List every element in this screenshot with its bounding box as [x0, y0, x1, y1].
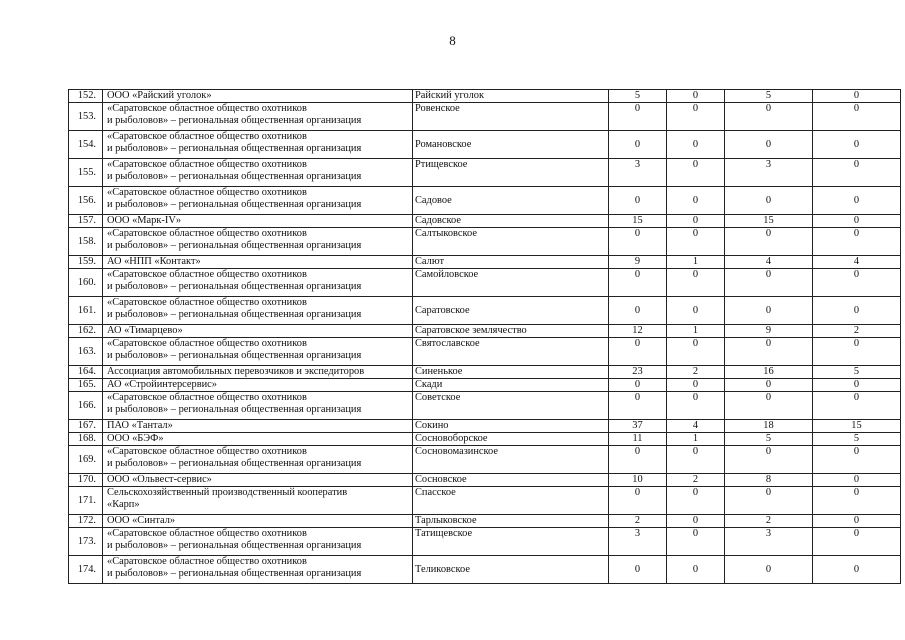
organization-cell — [103, 392, 413, 420]
quota-value-4: 2 — [813, 325, 901, 338]
quota-value-2: 0 — [667, 297, 725, 325]
quota-value-2: 1 — [667, 433, 725, 446]
organization-cell — [103, 215, 413, 228]
quota-value-2: 0 — [667, 556, 725, 584]
quota-value-2: 0 — [667, 338, 725, 366]
organization-name-line: ООО «Райский уголок» — [107, 90, 212, 101]
quota-value-1: 0 — [609, 131, 667, 159]
organization-cell — [103, 159, 413, 187]
page-number: 8 — [449, 33, 456, 48]
hunting-ground-name: Теликовское — [413, 556, 609, 584]
row-number: 170. — [69, 474, 103, 487]
table-row — [69, 515, 901, 528]
organization-name-line: и рыболовов» – региональная общественная организация — [107, 240, 362, 251]
quota-value-4: 0 — [813, 528, 901, 556]
organization-cell — [103, 474, 413, 487]
quota-value-3: 18 — [725, 420, 813, 433]
row-number: 167. — [69, 420, 103, 433]
table-row — [69, 297, 901, 325]
organization-name-line: «Саратовское областное общество охотников — [107, 131, 307, 142]
row-number: 160. — [69, 269, 103, 297]
table-row — [69, 215, 901, 228]
table-row — [69, 131, 901, 159]
quota-value-1: 12 — [609, 325, 667, 338]
quota-value-1: 0 — [609, 379, 667, 392]
organization-cell — [103, 420, 413, 433]
table-row — [69, 528, 901, 556]
hunting-ground-name: Сокино — [413, 420, 609, 433]
organization-name-line: «Саратовское областное общество охотников — [107, 446, 307, 457]
quota-value-1: 0 — [609, 556, 667, 584]
quota-value-2: 1 — [667, 325, 725, 338]
table-row — [69, 256, 901, 269]
table-row — [69, 379, 901, 392]
organization-name-line: «Саратовское областное общество охотников — [107, 269, 307, 280]
organization-cell — [103, 103, 413, 131]
organization-name-line: АО «НПП «Контакт» — [107, 256, 201, 267]
organization-name-line: ООО «Синтал» — [107, 515, 176, 526]
quota-value-3: 0 — [725, 228, 813, 256]
quota-value-3: 4 — [725, 256, 813, 269]
quota-value-3: 0 — [725, 131, 813, 159]
hunting-ground-name: Ртищевское — [413, 159, 609, 187]
quota-value-4: 0 — [813, 446, 901, 474]
quota-value-3: 15 — [725, 215, 813, 228]
table-row — [69, 487, 901, 515]
table-row — [69, 392, 901, 420]
organization-cell — [103, 228, 413, 256]
hunting-ground-name: Садовое — [413, 187, 609, 215]
quota-value-4: 0 — [813, 515, 901, 528]
hunting-ground-name: Тарлыковское — [413, 515, 609, 528]
row-number: 161. — [69, 297, 103, 325]
organization-name-line: Сельскохозяйственный производственный кооператив — [107, 487, 348, 498]
organization-name-line: «Саратовское областное общество охотников — [107, 556, 307, 567]
quota-value-2: 0 — [667, 446, 725, 474]
hunting-ground-name: Сосновоборское — [413, 433, 609, 446]
quota-value-1: 0 — [609, 446, 667, 474]
quota-value-1: 0 — [609, 338, 667, 366]
organization-name-line: «Саратовское областное общество охотников — [107, 297, 307, 308]
organization-name-line: и рыболовов» – региональная общественная организация — [107, 143, 362, 154]
row-number: 157. — [69, 215, 103, 228]
row-number: 173. — [69, 528, 103, 556]
quota-value-4: 0 — [813, 90, 901, 103]
quota-value-1: 3 — [609, 159, 667, 187]
quota-value-3: 3 — [725, 159, 813, 187]
quota-value-4: 0 — [813, 228, 901, 256]
table-row — [69, 433, 901, 446]
table-row — [69, 159, 901, 187]
organization-name-line: «Саратовское областное общество охотников — [107, 392, 307, 403]
quota-value-2: 1 — [667, 256, 725, 269]
organization-cell — [103, 366, 413, 379]
organization-name-line: «Карп» — [107, 499, 140, 510]
quota-value-1: 2 — [609, 515, 667, 528]
table-row — [69, 556, 901, 584]
row-number: 171. — [69, 487, 103, 515]
organization-cell — [103, 269, 413, 297]
quota-value-3: 2 — [725, 515, 813, 528]
quota-value-4: 0 — [813, 338, 901, 366]
quota-value-2: 0 — [667, 228, 725, 256]
quota-value-3: 0 — [725, 338, 813, 366]
hunting-ground-name: Самойловское — [413, 269, 609, 297]
quota-value-2: 0 — [667, 515, 725, 528]
quota-value-4: 0 — [813, 269, 901, 297]
table-row — [69, 228, 901, 256]
quota-value-2: 0 — [667, 269, 725, 297]
table-row — [69, 187, 901, 215]
quota-value-1: 0 — [609, 487, 667, 515]
quota-value-4: 0 — [813, 379, 901, 392]
hunting-ground-name: Саратовское — [413, 297, 609, 325]
organization-cell — [103, 131, 413, 159]
organization-cell — [103, 187, 413, 215]
quota-value-1: 9 — [609, 256, 667, 269]
organization-cell — [103, 90, 413, 103]
table-row — [69, 90, 901, 103]
organization-name-line: ПАО «Тантал» — [107, 420, 173, 431]
hunting-ground-name: Синенькое — [413, 366, 609, 379]
quota-value-3: 8 — [725, 474, 813, 487]
quota-value-3: 0 — [725, 187, 813, 215]
table-row — [69, 103, 901, 131]
hunting-ground-name: Райский уголок — [413, 90, 609, 103]
row-number: 158. — [69, 228, 103, 256]
quota-value-1: 10 — [609, 474, 667, 487]
row-number: 159. — [69, 256, 103, 269]
quota-value-1: 5 — [609, 90, 667, 103]
quota-value-1: 3 — [609, 528, 667, 556]
organization-name-line: АО «Стройинтерсервис» — [107, 379, 217, 390]
quota-value-2: 0 — [667, 528, 725, 556]
quota-value-3: 16 — [725, 366, 813, 379]
table-row — [69, 420, 901, 433]
quota-value-2: 0 — [667, 379, 725, 392]
organization-name-line: «Саратовское областное общество охотников — [107, 228, 307, 239]
quota-value-4: 15 — [813, 420, 901, 433]
row-number: 172. — [69, 515, 103, 528]
table-row — [69, 446, 901, 474]
quota-value-3: 0 — [725, 556, 813, 584]
organization-cell — [103, 446, 413, 474]
quota-value-1: 0 — [609, 228, 667, 256]
organization-name-line: и рыболовов» – региональная общественная организация — [107, 568, 362, 579]
quota-value-2: 2 — [667, 474, 725, 487]
quota-value-2: 0 — [667, 159, 725, 187]
row-number: 168. — [69, 433, 103, 446]
quota-value-3: 0 — [725, 379, 813, 392]
quota-value-1: 11 — [609, 433, 667, 446]
organization-name-line: и рыболовов» – региональная общественная организация — [107, 171, 362, 182]
organization-name-line: и рыболовов» – региональная общественная организация — [107, 115, 362, 126]
hunting-grounds-table — [68, 89, 901, 584]
organization-cell — [103, 528, 413, 556]
organization-cell — [103, 433, 413, 446]
hunting-ground-name: Сосновомазинское — [413, 446, 609, 474]
hunting-ground-name: Советское — [413, 392, 609, 420]
table-row — [69, 338, 901, 366]
hunting-ground-name: Ровенское — [413, 103, 609, 131]
quota-value-1: 0 — [609, 269, 667, 297]
hunting-ground-name: Сосновское — [413, 474, 609, 487]
organization-cell — [103, 256, 413, 269]
quota-value-1: 15 — [609, 215, 667, 228]
quota-value-2: 0 — [667, 103, 725, 131]
organization-name-line: и рыболовов» – региональная общественная организация — [107, 199, 362, 210]
organization-name-line: «Саратовское областное общество охотников — [107, 159, 307, 170]
organization-name-line: и рыболовов» – региональная общественная организация — [107, 309, 362, 320]
quota-value-3: 3 — [725, 528, 813, 556]
row-number: 164. — [69, 366, 103, 379]
quota-value-2: 0 — [667, 131, 725, 159]
quota-value-1: 0 — [609, 103, 667, 131]
quota-value-2: 0 — [667, 215, 725, 228]
quota-value-1: 0 — [609, 297, 667, 325]
organization-name-line: «Саратовское областное общество охотников — [107, 338, 307, 349]
table-row — [69, 269, 901, 297]
organization-cell — [103, 325, 413, 338]
quota-value-1: 0 — [609, 187, 667, 215]
organization-cell — [103, 487, 413, 515]
quota-value-3: 0 — [725, 392, 813, 420]
organization-cell — [103, 297, 413, 325]
table-row — [69, 366, 901, 379]
table-row — [69, 325, 901, 338]
quota-value-2: 0 — [667, 90, 725, 103]
quota-value-1: 23 — [609, 366, 667, 379]
organization-name-line: АО «Тимарцево» — [107, 325, 183, 336]
row-number: 152. — [69, 90, 103, 103]
organization-name-line: «Саратовское областное общество охотников — [107, 187, 307, 198]
quota-value-3: 0 — [725, 297, 813, 325]
quota-value-4: 0 — [813, 392, 901, 420]
quota-value-4: 5 — [813, 433, 901, 446]
quota-value-3: 5 — [725, 90, 813, 103]
hunting-ground-name: Садовское — [413, 215, 609, 228]
organization-name-line: и рыболовов» – региональная общественная организация — [107, 404, 362, 415]
organization-name-line: Ассоциация автомобильных перевозчиков и экспедиторов — [107, 366, 365, 377]
hunting-ground-name: Саратовское землячество — [413, 325, 609, 338]
row-number: 165. — [69, 379, 103, 392]
hunting-ground-name: Романовское — [413, 131, 609, 159]
hunting-ground-name: Татищевское — [413, 528, 609, 556]
hunting-ground-name: Салют — [413, 256, 609, 269]
quota-value-4: 0 — [813, 297, 901, 325]
organization-name-line: ООО «БЭФ» — [107, 433, 164, 444]
quota-value-4: 0 — [813, 103, 901, 131]
hunting-ground-name: Святославское — [413, 338, 609, 366]
quota-value-3: 0 — [725, 103, 813, 131]
organization-name-line: «Саратовское областное общество охотников — [107, 528, 307, 539]
organization-name-line: и рыболовов» – региональная общественная организация — [107, 540, 362, 551]
hunting-ground-name: Скади — [413, 379, 609, 392]
quota-value-4: 0 — [813, 556, 901, 584]
organization-name-line: и рыболовов» – региональная общественная организация — [107, 458, 362, 469]
hunting-ground-name: Спасское — [413, 487, 609, 515]
quota-value-2: 2 — [667, 366, 725, 379]
quota-value-3: 0 — [725, 269, 813, 297]
hunting-ground-name: Салтыковское — [413, 228, 609, 256]
quota-value-2: 4 — [667, 420, 725, 433]
row-number: 169. — [69, 446, 103, 474]
row-number: 163. — [69, 338, 103, 366]
quota-value-1: 37 — [609, 420, 667, 433]
quota-value-4: 0 — [813, 159, 901, 187]
row-number: 156. — [69, 187, 103, 215]
organization-cell — [103, 379, 413, 392]
row-number: 162. — [69, 325, 103, 338]
quota-value-3: 0 — [725, 487, 813, 515]
row-number: 174. — [69, 556, 103, 584]
quota-value-4: 0 — [813, 187, 901, 215]
quota-value-4: 0 — [813, 487, 901, 515]
quota-value-1: 0 — [609, 392, 667, 420]
quota-value-2: 0 — [667, 487, 725, 515]
table-row — [69, 474, 901, 487]
quota-value-4: 4 — [813, 256, 901, 269]
quota-value-3: 5 — [725, 433, 813, 446]
row-number: 154. — [69, 131, 103, 159]
organization-cell — [103, 556, 413, 584]
organization-name-line: ООО «Ольвест-сервис» — [107, 474, 212, 485]
quota-value-4: 0 — [813, 131, 901, 159]
quota-value-2: 0 — [667, 392, 725, 420]
organization-name-line: ООО «Марк-IV» — [107, 215, 182, 226]
organization-name-line: и рыболовов» – региональная общественная организация — [107, 281, 362, 292]
quota-value-3: 9 — [725, 325, 813, 338]
quota-value-3: 0 — [725, 446, 813, 474]
quota-value-4: 0 — [813, 474, 901, 487]
organization-cell — [103, 338, 413, 366]
row-number: 153. — [69, 103, 103, 131]
quota-value-2: 0 — [667, 187, 725, 215]
organization-name-line: и рыболовов» – региональная общественная организация — [107, 350, 362, 361]
quota-value-4: 5 — [813, 366, 901, 379]
quota-value-4: 0 — [813, 215, 901, 228]
row-number: 155. — [69, 159, 103, 187]
organization-name-line: «Саратовское областное общество охотников — [107, 103, 307, 114]
row-number: 166. — [69, 392, 103, 420]
organization-cell — [103, 515, 413, 528]
